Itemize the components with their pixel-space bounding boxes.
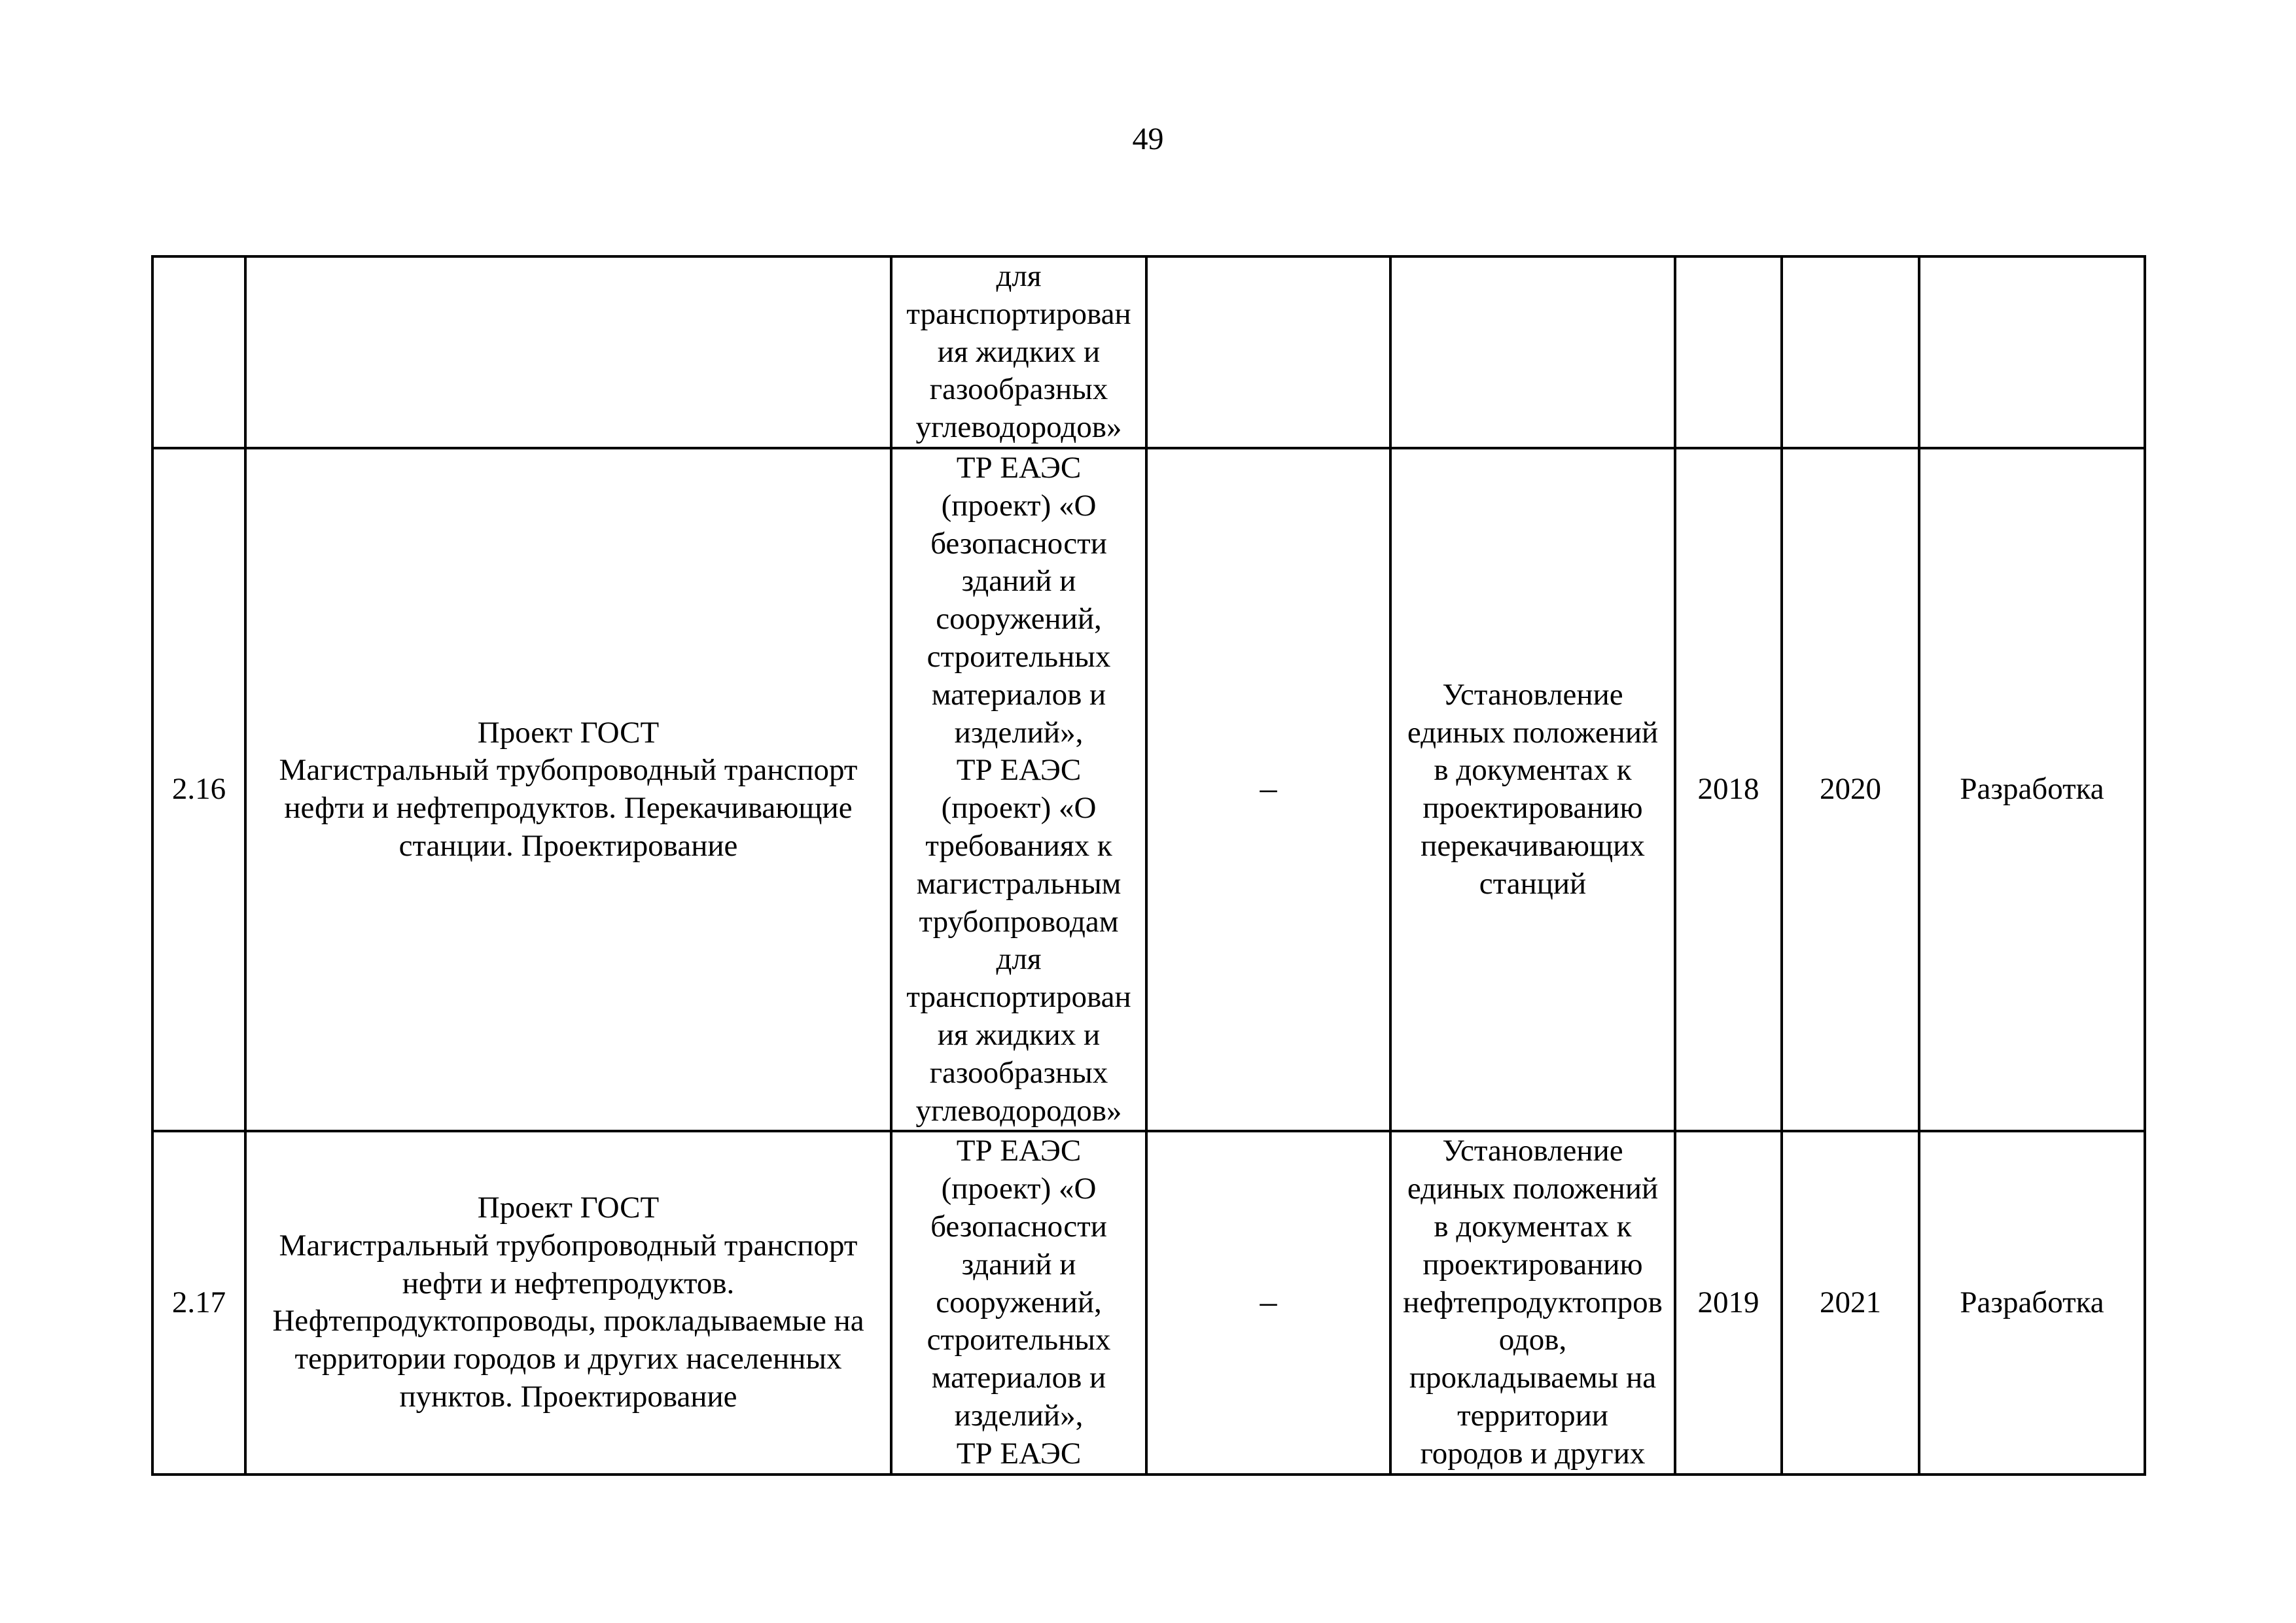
basis-line: зданий и xyxy=(961,1247,1076,1282)
basis-line: сооружений, xyxy=(936,602,1102,637)
basis-line: зданий и xyxy=(961,564,1076,599)
basis-line: ия жидких и xyxy=(937,1017,1101,1052)
goal-line: прокладываемы на xyxy=(1409,1361,1657,1395)
end-year-cell xyxy=(1782,1131,1919,1474)
basis-line: газообразных xyxy=(929,1055,1108,1090)
goal-line: перекачивающих xyxy=(1421,828,1645,863)
goal-line: городов и других xyxy=(1420,1436,1646,1471)
start-year-cell xyxy=(1675,448,1782,1131)
basis-line: изделий», xyxy=(954,1398,1084,1433)
title-line: нефти и нефтепродуктов. Перекачивающие xyxy=(284,791,853,826)
title-line: пунктов. Проектирование xyxy=(399,1380,737,1414)
start-year: 2018 xyxy=(1697,772,1759,807)
regulation-basis-cell xyxy=(891,1131,1146,1474)
basis-line: транспортирован xyxy=(906,296,1131,331)
basis-line: (проект) «О xyxy=(941,791,1097,826)
end-year-cell xyxy=(1782,256,1919,448)
start-year: 2019 xyxy=(1697,1285,1759,1319)
title-line: станции. Проектирование xyxy=(398,828,738,863)
status-cell xyxy=(1919,448,2145,1131)
goal-line: Установление xyxy=(1442,677,1623,712)
basis-line: газообразных xyxy=(929,372,1108,407)
basis-line: строительных xyxy=(927,1323,1111,1357)
basis-line: ТР ЕАЭС xyxy=(956,1436,1082,1471)
goal-line: станций xyxy=(1479,866,1587,901)
title-line: Магистральный трубопроводный транспорт xyxy=(279,753,858,788)
basis-line: для xyxy=(996,942,1042,977)
goal-cell xyxy=(1390,448,1675,1131)
goal-line: проектированию xyxy=(1422,791,1643,826)
goal-line: нефтепродуктопров xyxy=(1403,1285,1663,1319)
title-line: Нефтепродуктопроводы, прокладываемые на xyxy=(272,1304,864,1338)
basis-line: (проект) «О xyxy=(941,488,1097,523)
table-row xyxy=(152,256,2145,448)
status-text: Разработка xyxy=(1960,1285,2104,1319)
status-cell xyxy=(1919,1131,2145,1474)
basis-line: ТР ЕАЭС xyxy=(956,753,1082,788)
start-year-cell xyxy=(1675,1131,1782,1474)
item-number-cell xyxy=(152,1131,245,1474)
goal-cell xyxy=(1390,256,1675,448)
basis-line: ТР ЕАЭС xyxy=(956,1134,1082,1168)
basis-line: углеводородов» xyxy=(915,1093,1122,1128)
page-number: 49 xyxy=(1132,122,1164,156)
basis-line: изделий», xyxy=(954,715,1084,750)
basis-line: углеводородов» xyxy=(915,410,1122,445)
basis-line: трубопроводам xyxy=(919,904,1119,939)
basis-line: для xyxy=(996,259,1042,293)
title-line: Проект ГОСТ xyxy=(477,715,660,750)
regulation-basis-cell xyxy=(891,256,1146,448)
reference-cell xyxy=(1146,1131,1390,1474)
standard-title-cell xyxy=(245,256,891,448)
goal-line: в документах к xyxy=(1434,1209,1632,1244)
goal-line: единых положений xyxy=(1407,1172,1659,1206)
basis-line: сооружений, xyxy=(936,1285,1102,1319)
goal-line: единых положений xyxy=(1407,715,1659,750)
end-year: 2021 xyxy=(1820,1285,1881,1319)
goal-line: одов, xyxy=(1498,1323,1567,1357)
item-number: 2.17 xyxy=(171,1285,226,1319)
table-row xyxy=(152,1131,2145,1474)
basis-line: строительных xyxy=(927,639,1111,674)
title-line: Магистральный трубопроводный транспорт xyxy=(279,1228,858,1263)
basis-line: (проект) «О xyxy=(941,1172,1097,1206)
standards-plan-table xyxy=(151,255,2146,1476)
basis-line: безопасности xyxy=(930,1209,1107,1244)
item-number-cell xyxy=(152,448,245,1131)
basis-line: материалов и xyxy=(931,677,1106,712)
title-line: территории городов и других населенных xyxy=(294,1342,842,1376)
item-number-cell xyxy=(152,256,245,448)
goal-cell xyxy=(1390,1131,1675,1474)
title-line: нефти и нефтепродуктов. xyxy=(402,1266,735,1300)
end-year: 2020 xyxy=(1820,772,1881,807)
item-number: 2.16 xyxy=(171,772,226,807)
reference-dash: – xyxy=(1260,770,1277,808)
basis-line: магистральным xyxy=(916,866,1122,901)
table-row xyxy=(152,448,2145,1131)
status-text: Разработка xyxy=(1960,772,2104,807)
reference-cell xyxy=(1146,256,1390,448)
basis-line: транспортирован xyxy=(906,980,1131,1015)
reference-cell xyxy=(1146,448,1390,1131)
end-year-cell xyxy=(1782,448,1919,1131)
basis-line: материалов и xyxy=(931,1361,1106,1395)
reference-dash: – xyxy=(1260,1283,1277,1321)
goal-line: территории xyxy=(1457,1398,1608,1433)
basis-line: ТР ЕАЭС xyxy=(956,450,1082,485)
basis-line: требованиях к xyxy=(925,828,1112,863)
start-year-cell xyxy=(1675,256,1782,448)
regulation-basis-cell xyxy=(891,448,1146,1131)
goal-line: Установление xyxy=(1442,1134,1623,1168)
goal-line: в документах к xyxy=(1434,753,1632,788)
standard-title-cell xyxy=(245,448,891,1131)
title-line: Проект ГОСТ xyxy=(477,1191,660,1225)
standard-title-cell xyxy=(245,1131,891,1474)
basis-line: ия жидких и xyxy=(937,334,1101,369)
status-cell xyxy=(1919,256,2145,448)
basis-line: безопасности xyxy=(930,526,1107,561)
goal-line: проектированию xyxy=(1422,1247,1643,1282)
